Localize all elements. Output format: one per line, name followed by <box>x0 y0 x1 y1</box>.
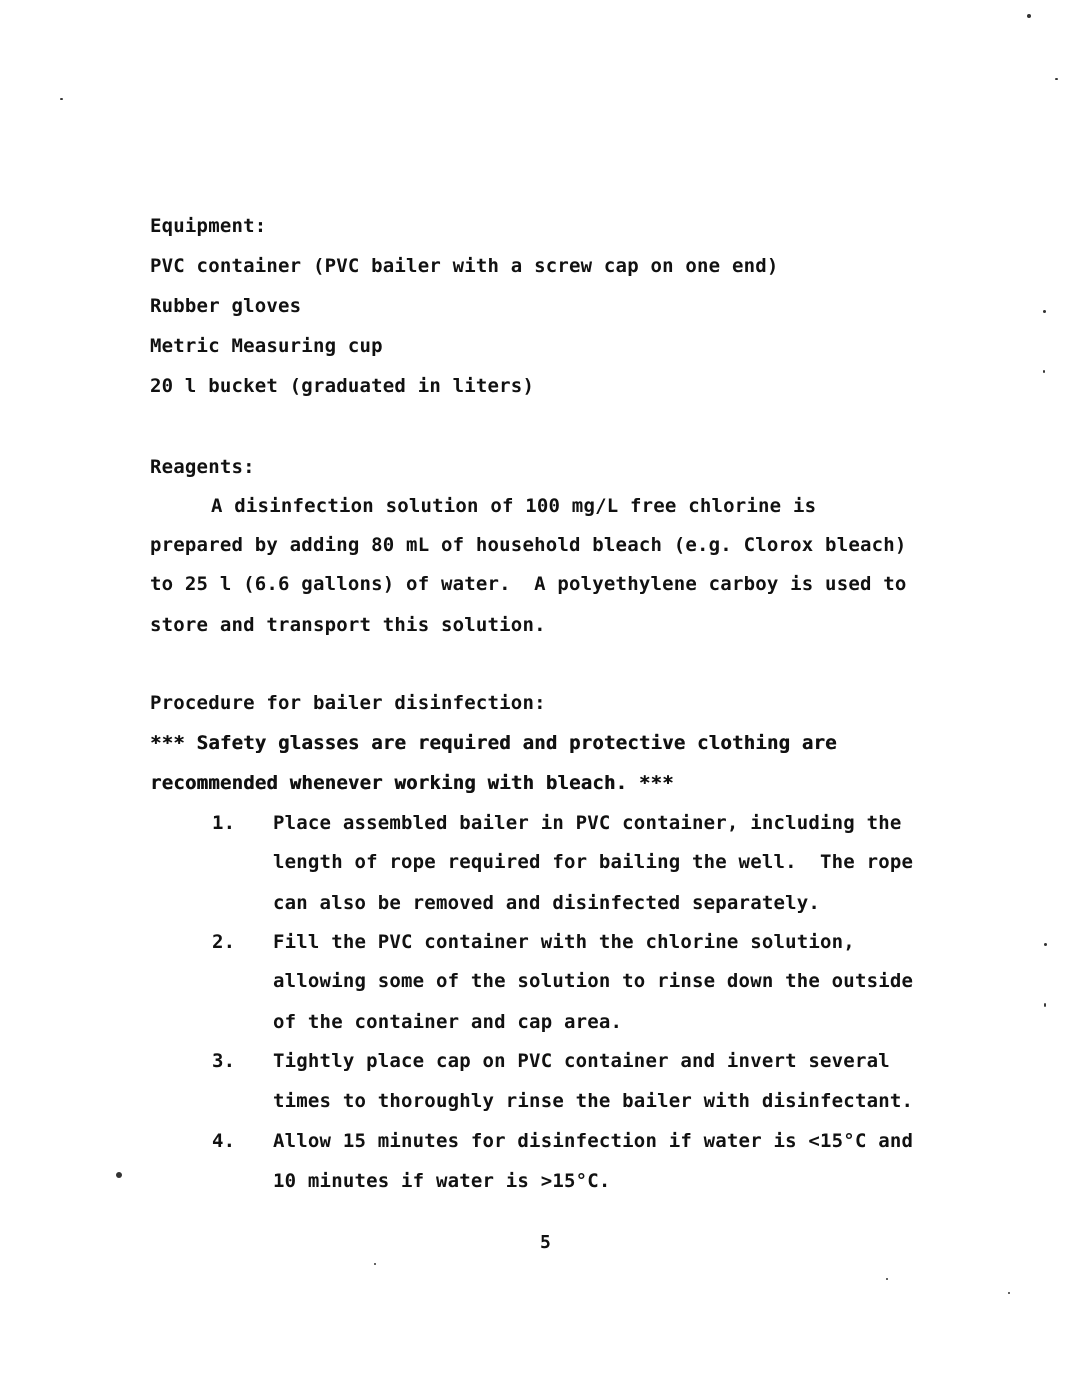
scan-speck <box>1044 1003 1046 1007</box>
reagents-text-line: to 25 l (6.6 gallons) of water. A polyethylene carboy is used to <box>150 573 907 595</box>
equipment-item: Rubber gloves <box>150 295 302 317</box>
step-text-line: Allow 15 minutes for disinfection if water is <15°C and <box>273 1130 914 1152</box>
equipment-item: 20 l bucket (graduated in liters) <box>150 375 535 397</box>
safety-warning-line: recommended whenever working with bleach. *** <box>150 772 674 794</box>
equipment-heading: Equipment: <box>150 215 267 237</box>
step-text-line: of the container and cap area. <box>273 1011 623 1033</box>
scan-speck <box>1027 14 1031 18</box>
step-text-line: can also be removed and disinfected separately. <box>273 892 821 914</box>
step-number: 1. <box>212 812 236 834</box>
step-text-line: allowing some of the solution to rinse down the outside <box>273 970 914 992</box>
step-number: 3. <box>212 1050 236 1072</box>
reagents-heading: Reagents: <box>150 456 255 478</box>
scan-speck <box>374 1263 376 1265</box>
reagents-text-line: store and transport this solution. <box>150 614 546 636</box>
scan-speck <box>1008 1292 1010 1294</box>
equipment-item: Metric Measuring cup <box>150 335 383 357</box>
step-text-line: Fill the PVC container with the chlorine solution, <box>273 931 855 953</box>
step-text-line: times to thoroughly rinse the bailer with disinfectant. <box>273 1090 914 1112</box>
scan-speck <box>1055 78 1058 80</box>
scan-speck <box>886 1278 888 1280</box>
scan-speck <box>60 98 63 100</box>
step-text-line: Tightly place cap on PVC container and invert several <box>273 1050 890 1072</box>
scan-speck <box>116 1172 122 1178</box>
reagents-text-line: prepared by adding 80 mL of household bleach (e.g. Clorox bleach) <box>150 534 907 556</box>
scan-speck <box>1044 943 1047 946</box>
step-text-line: 10 minutes if water is >15°C. <box>273 1170 611 1192</box>
step-number: 4. <box>212 1130 236 1152</box>
safety-warning-line: *** Safety glasses are required and protective clothing are <box>150 732 837 754</box>
step-number: 2. <box>212 931 236 953</box>
step-text-line: Place assembled bailer in PVC container, including the <box>273 812 902 834</box>
procedure-heading: Procedure for bailer disinfection: <box>150 692 546 714</box>
reagents-text-line: A disinfection solution of 100 mg/L free chlorine is <box>211 495 817 517</box>
scan-speck <box>1043 370 1045 373</box>
step-text-line: length of rope required for bailing the well. The rope <box>273 851 914 873</box>
scan-speck <box>1043 310 1046 313</box>
equipment-item: PVC container (PVC bailer with a screw cap on one end) <box>150 255 779 277</box>
page-number: 5 <box>540 1232 551 1253</box>
